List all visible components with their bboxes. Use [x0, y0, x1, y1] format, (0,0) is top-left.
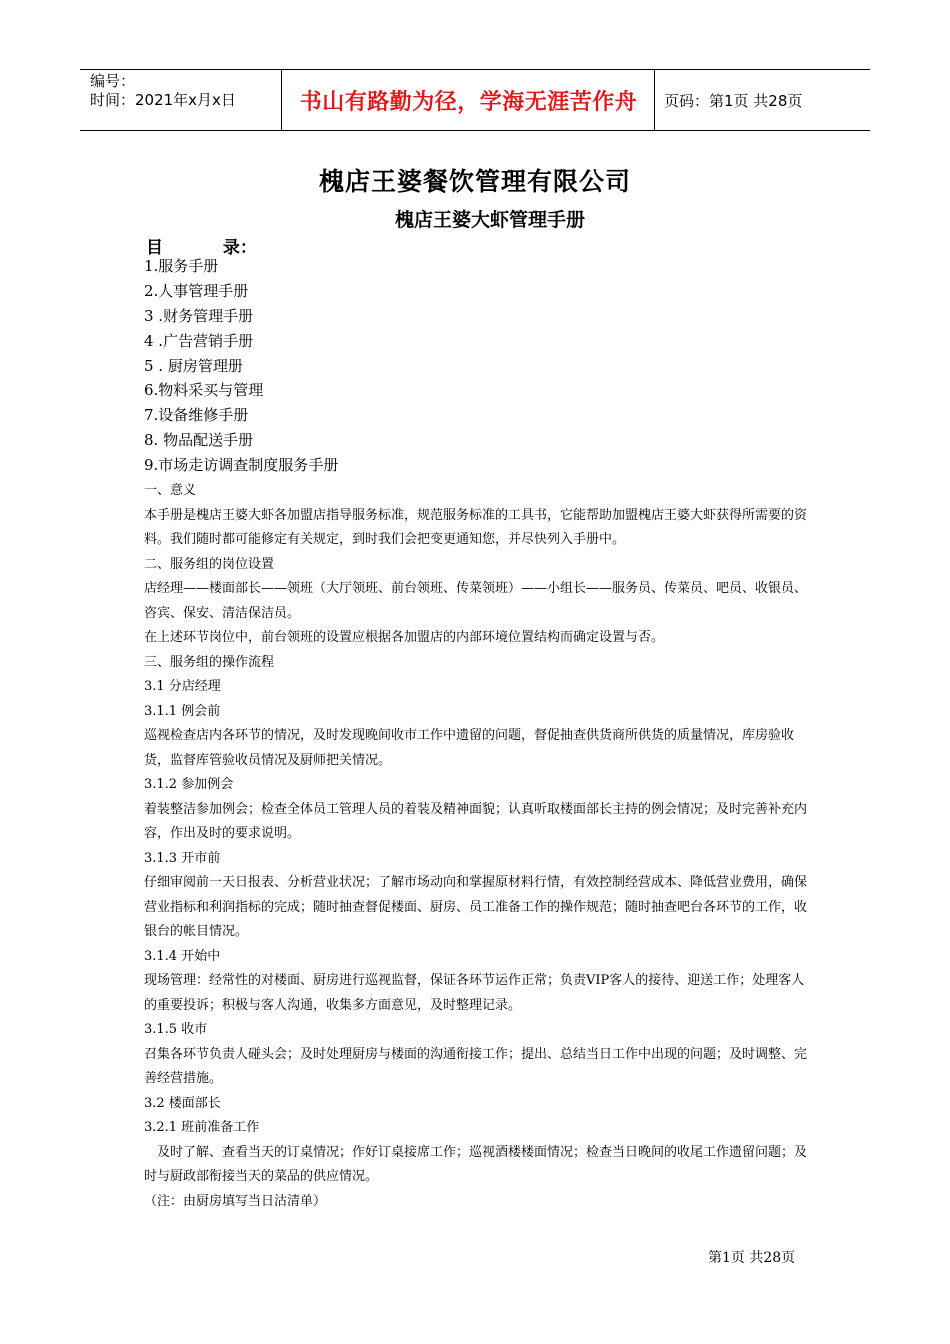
serial-label: 编号：	[90, 72, 136, 90]
toc-list	[144, 254, 338, 478]
paragraph: 及时了解、查看当天的订桌情况；作好订桌接席工作；巡视酒楼楼面情况；检查当日晚间的收尾工作遗留问题；及时与厨政部衔接当天的菜品的供应情况。	[144, 1144, 808, 1184]
page-footer: 第1页 共28页	[708, 1250, 796, 1266]
section-heading: 三、服务组的操作流程	[144, 654, 275, 670]
header-motto: 书山有路勤为径，学海无涯苦作舟	[299, 89, 638, 115]
subsection-heading: 3.1.1 例会前	[144, 703, 221, 719]
company-title: 槐店王婆餐饮管理有限公司	[318, 167, 631, 196]
toc-item: 7.设备维修手册	[144, 406, 249, 425]
subsection-heading: 3.1.2 参加例会	[144, 777, 234, 792]
toc-item: 5 . 厨房管理册	[144, 356, 243, 375]
toc-item: 8. 物品配送手册	[144, 431, 254, 450]
paragraph: 本手册是槐店王婆大虾各加盟店指导服务标准，规范服务标准的工具书，它能帮助加盟槐店王婆大虾获得所需要的资料。我们随时都可能修定有关规定，到时我们会把变更通知您，并尽快列入手册中。	[144, 507, 808, 547]
date-line: 时间：2021年x月x日	[90, 91, 236, 109]
subsection-heading: 3.1.4 开始中	[144, 948, 221, 964]
toc-heading-right: 录：	[222, 238, 257, 258]
toc-item: 2.人事管理手册	[144, 281, 249, 300]
paragraph: 巡视检查店内各环节的情况，及时发现晚间收市工作中遗留的问题，督促抽查供货商所供货的质量情况，库房验收货，监督库管验收员情况及厨师把关情况。	[144, 728, 795, 768]
toc-item: 6.物料采买与管理	[144, 381, 264, 400]
note: （注：由厨房填写当日沽清单）	[144, 1193, 327, 1209]
toc-heading-left: 目	[146, 238, 163, 258]
toc-item: 3 .财务管理手册	[144, 306, 254, 325]
page-header	[80, 69, 870, 131]
header-divider	[654, 70, 655, 130]
subsection-heading: 3.2 楼面部长	[144, 1095, 221, 1111]
paragraph: 召集各环节负责人碰头会；及时处理厨房与楼面的沟通衔接工作；提出、总结当日工作中出现的问题；及时调整、完善经营措施。	[144, 1046, 808, 1086]
header-page-info: 页码：第1页 共28页	[664, 91, 803, 110]
section-heading: 二、服务组的岗位设置	[144, 556, 275, 572]
paragraph: 店经理——楼面部长——领班（大厅领班、前台领班、传菜领班）——小组长——服务员、传菜员、吧员、收银员、咨宾、保安、清洁保洁员。	[144, 581, 808, 621]
subsection-heading: 3.1 分店经理	[144, 679, 221, 694]
paragraph: 在上述环节岗位中，前台领班的设置应根据各加盟店的内部环境位置结构而确定设置与否。	[144, 630, 665, 645]
toc-item: 1.服务手册	[144, 257, 219, 275]
paragraph: 现场管理：经常性的对楼面、厨房进行巡视监督，保证各环节运作正常；负责VIP客人的接待、迎送工作；处理客人的重要投诉；积极与客人沟通，收集多方面意见，及时整理记录。	[144, 973, 805, 1013]
header-meta	[90, 72, 236, 110]
paragraph: 仔细审阅前一天日报表、分析营业状况；了解市场动向和掌握原材料行情，有效控制经营成本、降低营业费用，确保营业指标和利润指标的完成；随时抽查督促楼面、厨房、员工准备工作的操作规范；随时抽查吧台各环节的工作，收银台的帐目情况。	[144, 875, 808, 939]
section-heading: 一、意义	[144, 483, 197, 498]
paragraph: 着装整洁参加例会；检查全体员工管理人员的着装及精神面貌；认真听取楼面部长主持的例会情况；及时完善补充内容，作出及时的要求说明。	[144, 801, 808, 841]
toc-item: 9.市场走访调查制度服务手册	[144, 456, 339, 475]
subsection-heading: 3.2.1 班前准备工作	[144, 1120, 260, 1135]
toc-item: 4 .广告营销手册	[144, 331, 254, 350]
subsection-heading: 3.1.5 收市	[144, 1022, 208, 1037]
document-body	[144, 479, 808, 1214]
subsection-heading: 3.1.3 开市前	[144, 850, 221, 866]
manual-title: 槐店王婆大虾管理手册	[394, 209, 585, 231]
